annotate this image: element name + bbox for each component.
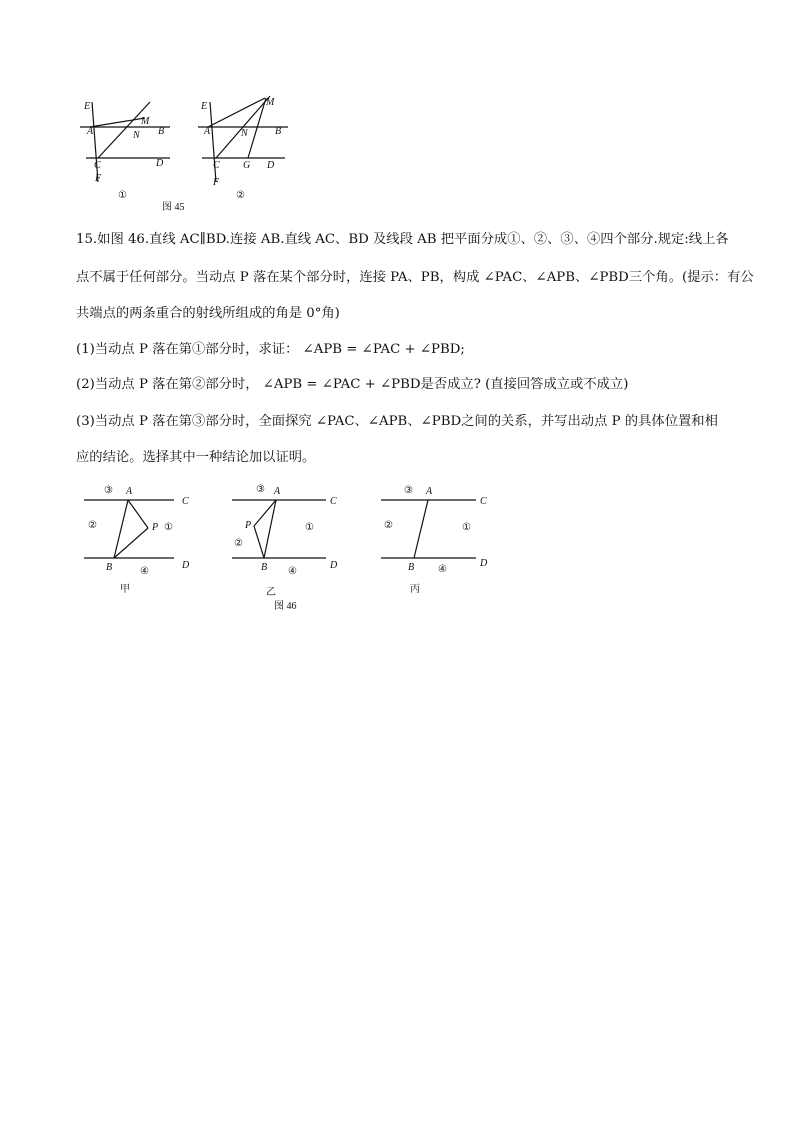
figure-46-caption: 图 46: [274, 601, 297, 612]
figure-46: [76, 480, 506, 615]
problem-line-3: 共端点的两条重合的射线所组成的角是 0°角): [76, 306, 340, 321]
region-3-jia: ③: [104, 485, 113, 496]
figure-45-sub-2: ②: [236, 190, 245, 201]
label-A-jia: A: [126, 486, 133, 497]
label-C-2: C: [213, 160, 220, 171]
question-3-line-2: 应的结论。选择其中一种结论加以证明。: [76, 450, 316, 465]
label-C: C: [94, 160, 101, 171]
segment-AB-yi: [264, 500, 276, 558]
segment-GM-2: [248, 98, 266, 158]
label-A: A: [87, 126, 94, 137]
label-B-bing: B: [408, 562, 415, 573]
segment-CM: [98, 102, 150, 158]
label-E-2: E: [201, 101, 208, 112]
caption-jia: 甲: [120, 584, 130, 595]
label-C-bing: C: [480, 496, 487, 507]
label-N-2: N: [241, 128, 248, 139]
question-2: (2)当动点 P 落在第②部分时， ∠APB = ∠PAC + ∠PBD是否成立? (直接回答成立或不成立): [76, 377, 629, 392]
label-D-yi: D: [330, 560, 338, 571]
figure-45: [70, 90, 290, 215]
label-M-2: M: [266, 97, 275, 108]
label-C-jia: C: [182, 496, 189, 507]
label-D-bing: D: [480, 558, 488, 569]
segment-AM: [90, 118, 145, 127]
label-A-2: A: [204, 126, 211, 137]
label-B-yi: B: [261, 562, 268, 573]
question-3-line-1: (3)当动点 P 落在第③部分时，全面探究 ∠PAC、∠APB、∠PBD之间的关系，并写出动点 P 的具体位置和相: [76, 414, 718, 429]
figure-46-drawing: [76, 480, 506, 615]
region-1-bing: ①: [462, 522, 471, 533]
label-P-jia: P: [152, 522, 159, 533]
segment-AB-bing: [414, 500, 428, 558]
label-G-2: G: [243, 160, 251, 171]
caption-yi: 乙: [266, 587, 276, 598]
region-2-jia: ②: [88, 520, 97, 531]
figure-45-drawing: [70, 90, 290, 215]
figure-46-jia: [84, 500, 174, 558]
label-N: N: [133, 130, 140, 141]
label-B: B: [158, 126, 165, 137]
figure-45-sub-1: ①: [118, 190, 127, 201]
region-2-bing: ②: [384, 520, 393, 531]
label-B-2: B: [275, 126, 282, 137]
problem-line-2: 点不属于任何部分。当动点 P 落在某个部分时，连接 PA、PB，构成 ∠PAC、∠APB、∠PBD三个角。(提示：有公: [76, 270, 754, 285]
question-1: (1)当动点 P 落在第①部分时，求证： ∠APB = ∠PAC + ∠PBD;: [76, 342, 465, 357]
region-2-yi: ②: [234, 538, 243, 549]
label-A-yi: A: [274, 486, 281, 497]
region-3-bing: ③: [404, 485, 413, 496]
label-A-bing: A: [426, 486, 433, 497]
segment-PB-jia: [114, 528, 148, 558]
region-4-bing: ④: [438, 564, 447, 575]
region-3-yi: ③: [256, 484, 265, 495]
segment-AB-jia: [114, 500, 128, 558]
label-P-yi: P: [245, 520, 252, 531]
region-1-jia: ①: [164, 522, 173, 533]
region-4-yi: ④: [288, 566, 297, 577]
label-F-2: F: [213, 177, 220, 188]
segment-AM-2: [208, 98, 265, 127]
label-D: D: [156, 158, 164, 169]
segment-PB-yi: [254, 526, 264, 558]
label-M: M: [141, 116, 150, 127]
figure-45-caption: 图 45: [162, 202, 185, 213]
region-1-yi: ①: [305, 522, 314, 533]
label-C-yi: C: [330, 496, 337, 507]
label-F: F: [95, 173, 102, 184]
label-D-2: D: [267, 160, 275, 171]
caption-bing: 丙: [410, 584, 420, 595]
label-D-jia: D: [182, 560, 190, 571]
label-E: E: [84, 101, 91, 112]
label-B-jia: B: [106, 562, 113, 573]
region-4-jia: ④: [140, 566, 149, 577]
problem-line-1: 15.如图 46.直线 AC∥BD.连接 AB.直线 AC、BD 及线段 AB 把平面分成①、②、③、④四个部分.规定:线上各: [76, 232, 729, 247]
segment-AP-jia: [128, 500, 148, 528]
